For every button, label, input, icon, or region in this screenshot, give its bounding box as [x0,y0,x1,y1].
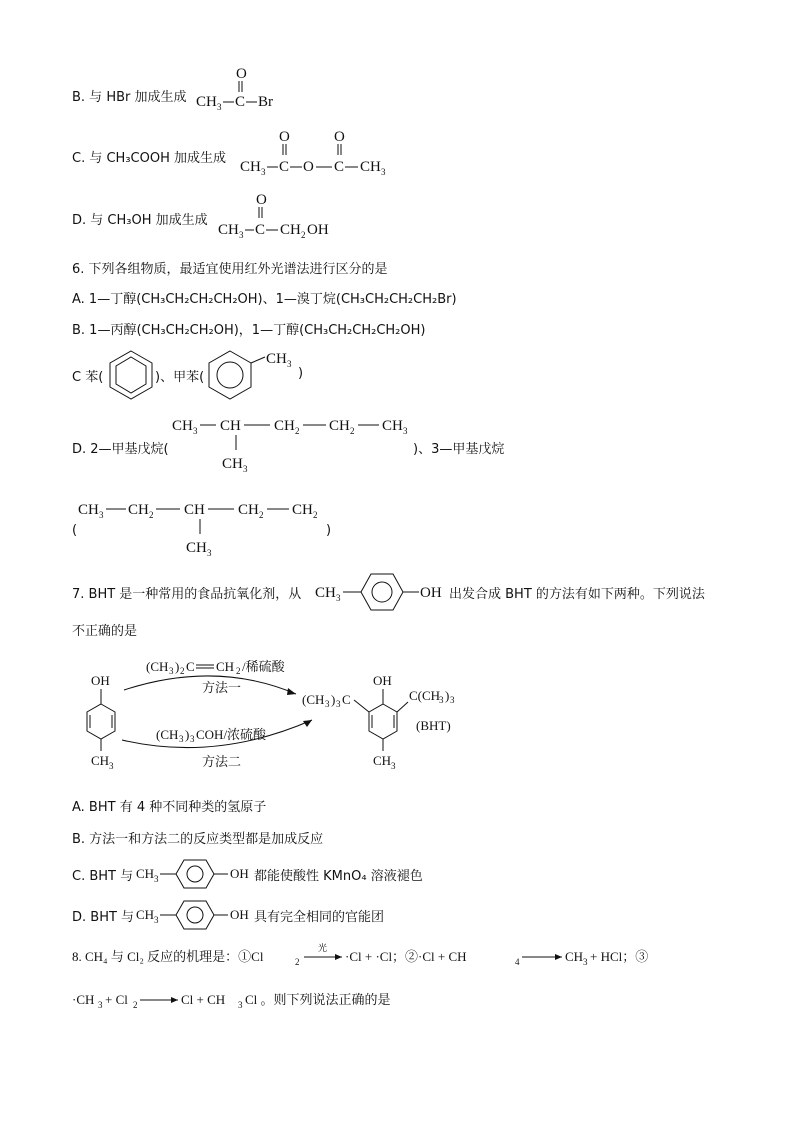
hydroxyl-label: OH [230,907,249,922]
product-tbutyl-label: ) [331,692,336,707]
question-6-option-d-mid: )、3—甲基戊烷 [413,442,505,457]
p-cresol-option-c-structure [134,859,264,889]
carbon-label: C [255,222,266,238]
product-tbutyl-label: C [342,692,351,707]
bromine-label: Br [258,94,273,110]
question-6-option-b: B. 1—丙醇(CH₃CH₂CH₂OH)，1—丁醇(CH₃CH₂CH₂CH₂OH) [72,323,426,338]
subscript-4: 4 [515,957,520,967]
3-methylpentane-structure [76,492,336,562]
ch2-label: CH [128,502,149,518]
subscript-3: 3 [193,426,198,436]
subscript-3: 3 [238,1000,243,1010]
subscript-3: 3 [403,426,408,436]
ch3-label: CH [360,159,381,175]
question-7-option-d-prefix: D. BHT 与 [72,910,135,925]
question-7-option-c-prefix: C. BHT 与 [72,869,134,884]
subscript-3: 3 [336,593,341,603]
question-7-option-c-suffix: 都能使酸性 KMnO₄ 溶液褪色 [254,869,423,884]
ch3-label: CH [91,753,110,768]
subscript-3: 3 [325,699,330,709]
subscript-3: 3 [217,102,222,112]
hydroxyacetone-structure [214,188,354,240]
question-7-option-b: B. 方法一和方法二的反应类型都是加成反应 [72,832,324,847]
carbon-label: C [235,94,246,110]
subscript-3: 3 [99,510,104,520]
oxygen-label: O [236,66,247,82]
ch3-label: CH [172,418,193,434]
subscript-2: 2 [149,510,154,520]
subscript-2: 2 [180,666,185,676]
question-6-option-c-end: ) [298,366,304,381]
subscript-3: 3 [583,957,588,967]
subscript-3: 3 [381,167,386,177]
ch3-label: CH [136,907,155,922]
mechanism-text: + HCl；③ [590,949,649,964]
subscript-3: 3 [179,734,184,744]
question-7-stem-suffix: 出发合成 BHT 的方法有如下两种。下列说法 [449,587,705,602]
reagent2-label: ) [185,727,190,742]
bridge-oxygen-label: O [303,159,314,175]
question-7-stem-line2: 不正确的是 [72,624,138,639]
subscript-3: 3 [261,167,266,177]
hydroxyl-label: OH [307,222,329,238]
ch3-label: CH [373,753,392,768]
option-b-text: B. 与 HBr 加成生成 [72,90,187,105]
p-cresol-inline-structure [313,572,449,612]
bht-synthesis-scheme [76,650,496,775]
hydroxyl-label: OH [230,866,249,881]
subscript-3: 3 [391,761,396,771]
ch-label: CH [220,418,241,434]
mechanism-text: ·Cl + ·Cl；②·Cl + CH [345,949,467,964]
reagent1-label: (CH [146,659,169,674]
reagent1-label: ) [175,659,180,674]
bht-label: (BHT) [416,718,451,733]
toluene-structure [205,349,305,399]
reagent1-label: C [186,659,195,674]
ch3-label: CH [78,502,99,518]
light-condition-label: 光 [318,943,328,953]
product-tbutyl-label: (CH [302,692,325,707]
subscript-3: 3 [239,230,244,240]
mechanism-text: Cl 。则下列说法正确的是 [245,992,391,1007]
method1-label: 方法一 [202,680,242,695]
ch2-label: CH [292,502,313,518]
product-tbutyl-label: ) [445,688,450,703]
question-6-option-d-label: D. 2—甲基戊烷( [72,442,169,457]
mechanism-text: ·CH [72,992,95,1007]
subscript-3: 3 [169,666,174,676]
benzene-structure [106,349,156,399]
option-d-text: D. 与 CH₃OH 加成生成 [72,213,208,228]
hydroxyl-label: OH [420,585,442,601]
subscript-3: 3 [98,1000,103,1010]
question-6-option-d-open: ( [72,523,78,538]
question-7-option-d-suffix: 具有完全相同的官能团 [254,910,385,925]
reagent2-label: COH/浓硫酸 [196,727,267,742]
hydroxyl-label: OH [373,673,392,688]
subscript-3: 3 [439,695,444,705]
acetic-anhydride-structure [236,125,406,177]
oxygen-label: O [334,129,345,145]
subscript-3: 3 [207,548,212,558]
reagent2-label: (CH [156,727,179,742]
question-8-mechanism-line-2 [72,983,492,1013]
product-tbutyl-label: C(CH [409,688,441,703]
ch-label: CH [184,502,205,518]
reagent1-label: CH [216,659,235,674]
question-6-option-a: A. 1—丁醇(CH₃CH₂CH₂CH₂OH)、1—溴丁烷(CH₃CH₂CH₂CH₂Br) [72,292,457,307]
ch3-label: CH [218,222,239,238]
question-6-option-c-mid: )、甲苯( [155,370,205,385]
subscript-3: 3 [336,699,341,709]
subscript-3: 3 [190,734,195,744]
ch2-label: CH [274,418,295,434]
subscript-2: 2 [295,426,300,436]
carbon-label: C [334,159,345,175]
subscript-2: 2 [295,957,300,967]
ch3-label: CH [382,418,403,434]
reagent1-label: /稀硫酸 [242,659,285,674]
subscript-3: 3 [109,761,114,771]
ch2-label: CH [329,418,350,434]
subscript-3: 3 [243,464,248,474]
ch3-label: CH [240,159,261,175]
ch2-label: CH [238,502,259,518]
2-methylpentane-structure [170,408,420,478]
ch3-label: CH [315,585,336,601]
subscript-3: 3 [450,695,455,705]
ch2-label: CH [280,222,301,238]
ch3-label: CH [196,94,217,110]
oxygen-label: O [279,129,290,145]
oxygen-label: O [256,192,267,208]
mechanism-text: + Cl [105,992,128,1007]
mechanism-text: Cl + CH [181,992,226,1007]
subscript-3: 3 [154,874,159,884]
subscript-3: 3 [287,359,292,369]
subscript-2: 2 [259,510,264,520]
subscript-2: 2 [313,510,318,520]
subscript-2: 2 [236,666,241,676]
ch3-label: CH [222,456,243,472]
question-6-stem: 6. 下列各组物质，最适宜使用红外光谱法进行区分的是 [72,262,388,277]
subscript-2: 2 [301,230,306,240]
subscript-2: 2 [350,426,355,436]
question-8-mechanism-line-1 [72,940,652,970]
ch3-label: CH [266,351,287,367]
subscript-2: 2 [133,1000,138,1010]
acetyl-bromide-structure [190,62,300,112]
question-6-option-c-label: C 苯( [72,370,104,385]
question-7-option-a: A. BHT 有 4 种不同种类的氢原子 [72,800,267,815]
carbon-label: C [279,159,290,175]
ch3-label: CH [136,866,155,881]
mechanism-text: CH [565,949,584,964]
p-cresol-option-d-structure [134,900,264,930]
subscript-3: 3 [154,915,159,925]
hydroxyl-label: OH [91,673,110,688]
option-c-text: C. 与 CH₃COOH 加成生成 [72,151,226,166]
method2-label: 方法二 [202,754,242,769]
question-6-option-d-close: ) [326,523,332,538]
ch3-label: CH [186,540,207,556]
question-7-stem-prefix: 7. BHT 是一种常用的食品抗氧化剂，从 [72,587,302,602]
mechanism-text: 8. CH₄ 与 Cl₂ 反应的机理是：①Cl [72,949,264,964]
